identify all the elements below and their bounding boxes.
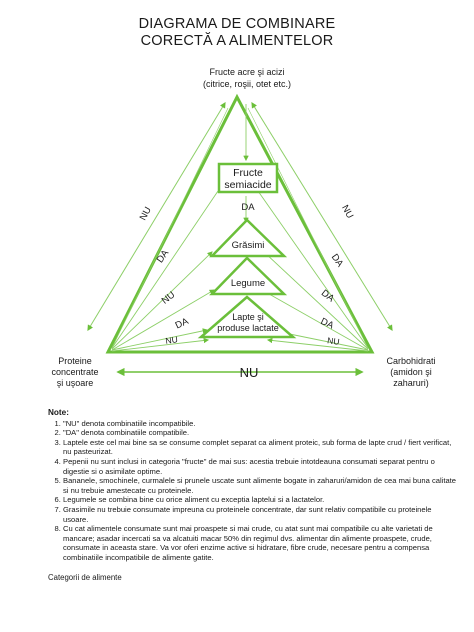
right-side-label: NU <box>339 203 356 221</box>
top-label-line1: Fructe acre şi acizi <box>209 67 285 77</box>
center-da-label: DA <box>241 202 255 213</box>
note-item: 1. "NU" denota combinatiile incompatibile. <box>63 419 458 429</box>
right-label-line3: zaharuri) <box>393 378 429 388</box>
right-side-label: DA <box>318 315 336 332</box>
notes-section <box>48 408 458 563</box>
left-side-label: NU <box>159 289 178 307</box>
note-item: 8. Cu cat alimentele consumate sunt mai proaspete si mai crude, cu atat sunt mai compatibile cu alte varietati de mancare; asadar incercati sa va alcatuiti macar 50% din regimul dvs. alimentar din alimente proaspete, crude, consumate in aceasta stare. Va vor oferi enzime active si hidratare, fibre crude, necesare pentru a compensa combinatiile incompatibile de alimente gatite. <box>63 524 458 562</box>
bottom-nu-label: NU <box>239 365 259 380</box>
notes-heading: Note: <box>48 408 69 417</box>
lapte-label-line1: Lapte şi <box>232 312 264 322</box>
note-item: 7. Grasimile nu trebuie consumate impreuna cu proteinele concentrate, dar sunt relativ compatibile cu proteinele usoare. <box>63 505 458 524</box>
right-label-line2: (amidon şi <box>390 367 432 377</box>
footer-text: Categorii de alimente <box>48 573 122 582</box>
left-side-label: DA <box>154 248 172 266</box>
left-label-line2: concentrate <box>51 367 99 377</box>
notes-list <box>48 419 458 563</box>
right-side-label: DA <box>328 252 346 270</box>
left-side-label: NU <box>164 334 179 346</box>
note-item: 5. Bananele, smochinele, curmalele si prunele uscate sunt alimente bogate in zaharuri/amidon de cea mai buna calitate si nu trebuie amestecate cu proteinele. <box>63 476 458 495</box>
left-label-line3: şi uşoare <box>56 378 94 388</box>
note-item: 3. Laptele este cel mai bine sa se consume complet separat ca aliment proteic, sub forma de lapte crud / fiert verificat, nu pasteurizat. <box>63 438 458 457</box>
lapte-label-line2: produse lactate <box>217 323 279 333</box>
page-title-line2: CORECTĂ A ALIMENTELOR <box>140 33 334 49</box>
legume-label: Legume <box>230 278 266 289</box>
top-label-line2: (citrice, roşii, otet etc.) <box>202 79 292 89</box>
right-side-label: DA <box>318 287 337 305</box>
note-item: 6. Legumele se combina bine cu orice aliment cu exceptia laptelui si a lactatelor. <box>63 495 458 505</box>
center-box-line1: Fructe <box>233 167 263 179</box>
center-box-line2: semiacide <box>224 179 272 191</box>
left-label-line1: Proteine <box>58 356 92 366</box>
note-item: 4. Pepenii nu sunt inclusi in categoria "fructe" de mai sus: acestia trebuie intotdeauna consumati separat pentru o digestie si o asimilate optime. <box>63 457 458 476</box>
right-label-line1: Carbohidrati <box>386 356 436 366</box>
left-side-label: NU <box>137 205 154 223</box>
right-side-label: NU <box>326 335 341 347</box>
left-side-label: DA <box>173 315 191 332</box>
page-title-line1: DIAGRAMA DE COMBINARE <box>138 16 336 32</box>
note-item: 2. "DA" denota combinatiile compatibile. <box>63 428 458 438</box>
grasimi-label: Grăsimi <box>231 240 265 251</box>
